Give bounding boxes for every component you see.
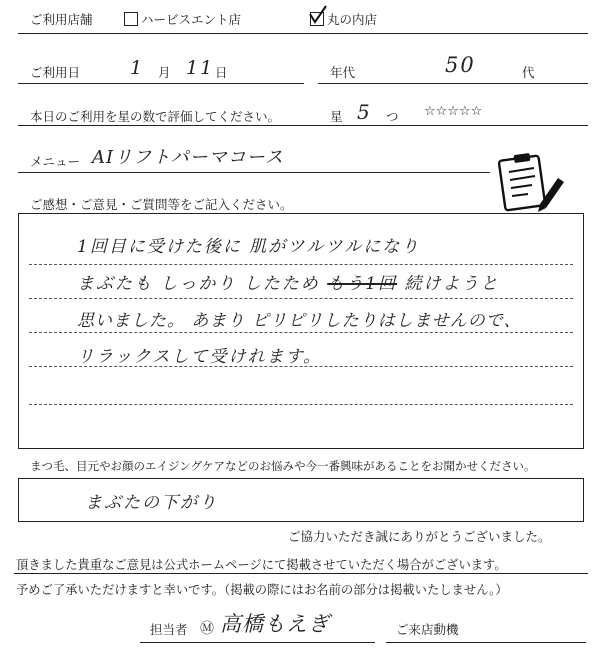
rating-value: 5 (357, 100, 372, 124)
staff-label: 担当者 (150, 622, 188, 637)
concern-answer: まぶたの下がり (85, 493, 218, 513)
notice-line-2: 予めご了承いただけますと幸いです。（掲載の際にはお名前の部分は掲載いたしません。） (16, 583, 508, 597)
clipboard-pencil-icon (494, 152, 566, 214)
store-option-harbis[interactable] (124, 10, 241, 28)
visit-motive-label: ご来店動機 (396, 622, 459, 637)
store-option-label: 丸の内店 (327, 12, 378, 27)
date-label: ご利用日 (30, 65, 81, 80)
age-label: 年代 (330, 65, 356, 80)
store-label: ご利用店舗 (30, 12, 93, 27)
feedback-prompt: ご感想・ご意見・ご質問等をご記入ください。 (30, 197, 293, 212)
staff-mark: Ⓜ (200, 621, 214, 637)
age-value: 50 (445, 53, 476, 77)
feedback-line-4: リラックスして受けれます。 (77, 347, 323, 367)
day-unit: 日 (215, 65, 228, 80)
concern-box[interactable] (18, 478, 584, 522)
visit-day: 11 (186, 57, 215, 79)
age-unit: 代 (522, 65, 535, 80)
feedback-line-2-end: 続けようと (397, 274, 500, 294)
store-option-marunouchi[interactable] (310, 10, 377, 28)
menu-label: メニュー (30, 154, 81, 169)
rating-unit: つ (386, 109, 399, 124)
staff-name: 高橋もえぎ (220, 612, 330, 636)
feedback-box[interactable] (18, 213, 584, 449)
feedback-line-2 (77, 269, 499, 294)
visit-month: 1 (130, 57, 145, 79)
thanks-text: ご協力いただき誠にありがとうございました。 (288, 529, 551, 544)
concern-prompt: まつ毛、目元やお顔のエイジングケアなどのお悩みや今一番興味があることをお聞かせください。 (30, 459, 536, 473)
store-option-label: ハービスエント店 (141, 12, 242, 27)
menu-value: AIリフトパーマコース (92, 147, 284, 168)
star-rating-icons: ☆☆☆☆☆ (424, 104, 483, 119)
checkmark-icon (308, 5, 328, 25)
month-unit: 月 (158, 65, 171, 80)
feedback-line-2-start: まぶたも しっかり したため (77, 274, 328, 294)
rating-prompt: 本日のご利用を星の数で評価してください。 (30, 109, 281, 124)
feedback-line-2-struck: もう1回 (327, 274, 398, 294)
star-label: 星 (330, 109, 343, 124)
feedback-line-1: 1回目に受けた後に 肌がツルツルになり (77, 237, 421, 257)
feedback-line-3: 思いました。 あまり ピリピリしたりはしませんので、 (77, 311, 522, 331)
notice-line-1: 頂きました貴重なご意見は公式ホームページにて掲載させていただく場合がございます。 (16, 558, 507, 572)
checkbox-icon[interactable] (310, 12, 324, 26)
checkbox-icon[interactable] (124, 12, 138, 26)
